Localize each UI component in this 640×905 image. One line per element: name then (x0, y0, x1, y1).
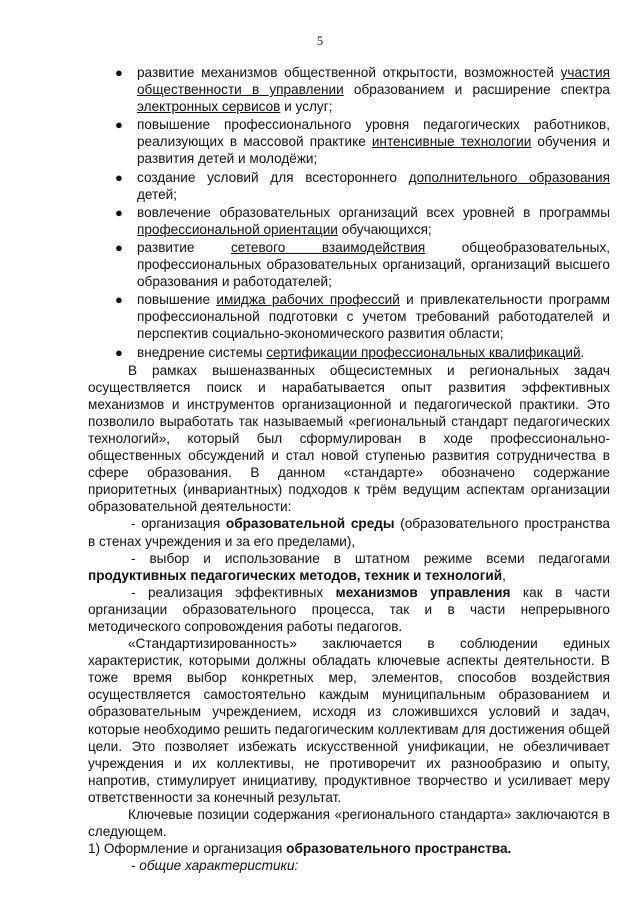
subheading-general-characteristics: - общие характеристики: (131, 858, 299, 874)
dash-item-management: - реализация эффективных механизмов управления как в части организации образовательного процесса, так и в части непрерывного методического сопровождения работы педагогов. (88, 584, 610, 634)
list-item: ● развитие механизмов общественной открытости, возможностей участия общественности в управлении образованием и расширение спектра электронных сервисов и услуг; (115, 65, 610, 115)
list-item: ● повышение имиджа рабочих профессий и привлекательности программ профессиональной подготовки с учетом требований работодателей и перспектив социально-экономического развития области; (115, 292, 611, 342)
bullet-icon: ● (115, 204, 123, 220)
list-item: ● повышение профессионального уровня педагогических работников, реализующих в массовой практике интенсивные технологии обучения и развития детей и молодёжи; (115, 117, 610, 167)
numbered-item-1: 1) Оформление и организация образовательного пространства. (88, 841, 512, 857)
bullet-icon: ● (115, 239, 123, 255)
paragraph-standardization: «Стандартизированность» заключается в соблюдении единых характеристик, которыми должны обладать ключевые аспекты деятельности. В тоже время выбор конкретных мер, элементов, способов воздействия осуществляется самостоятельно каждым муниципальным образованием и образовательным учреждением, исходя из сложившихся условий и задач, которые необходимо решить педагогическим коллективам для достижения общей цели. Это позволяет избежать искусственной унификации, не обезличивает учреждения и их коллективы, не противоречит их разнообразию и опыту, напротив, стимулирует инициативу, продуктивное творчество и усиливает меру ответственности за конечный результат. (88, 636, 610, 805)
dash-item-environment: - организация образовательной среды (образовательного пространства в стенах учреждения и за его пределами), (88, 516, 610, 549)
list-item: ● создание условий для всестороннего дополнительного образования детей; (115, 169, 611, 202)
bullet-icon: ● (115, 169, 123, 185)
list-item: ● развитие сетевого взаимодействия общеобразовательных, профессиональных образовательных организаций, организаций высшего образования и работодателей; (115, 239, 611, 290)
bullet-icon: ● (115, 117, 123, 133)
page-content (88, 64, 610, 874)
paragraph-key-positions: Ключевые позиции содержания «регионального стандарта» заключаются в следующем. (88, 807, 610, 840)
bullet-icon: ● (115, 344, 123, 360)
list-item: ● внедрение системы сертификации профессиональных квалификаций. (115, 344, 585, 360)
bullet-icon: ● (115, 292, 123, 308)
dash-item-methods: - выбор и использование в штатном режиме всеми педагогами продуктивных педагогических методов, техник и технологий, (88, 550, 610, 583)
bullet-icon: ● (115, 65, 123, 80)
paragraph-regional-standard: В рамках вышеназванных общесистемных и региональных задач осуществляется поиск и нарабатывается опыт развития эффективных механизмов и инструментов организационной и педагогической практики. Это позволило выработать так называемый «региональный стандарт педагогических технологий», который был сформулирован в ходе профессионально-общественных обсуждений и стал новой ступенью развития сотрудничества в сфере образования. В данном «стандарте» обозначено содержание приоритетных (инвариантных) подходов к трём ведущим аспектам организации образовательной деятельности: (88, 362, 610, 515)
list-item: ● вовлечение образовательных организаций всех уровней в программы профессиональной ориентации обучающихся; (115, 204, 610, 237)
page-number: 5 (316, 34, 324, 48)
bullet-list (88, 64, 610, 361)
